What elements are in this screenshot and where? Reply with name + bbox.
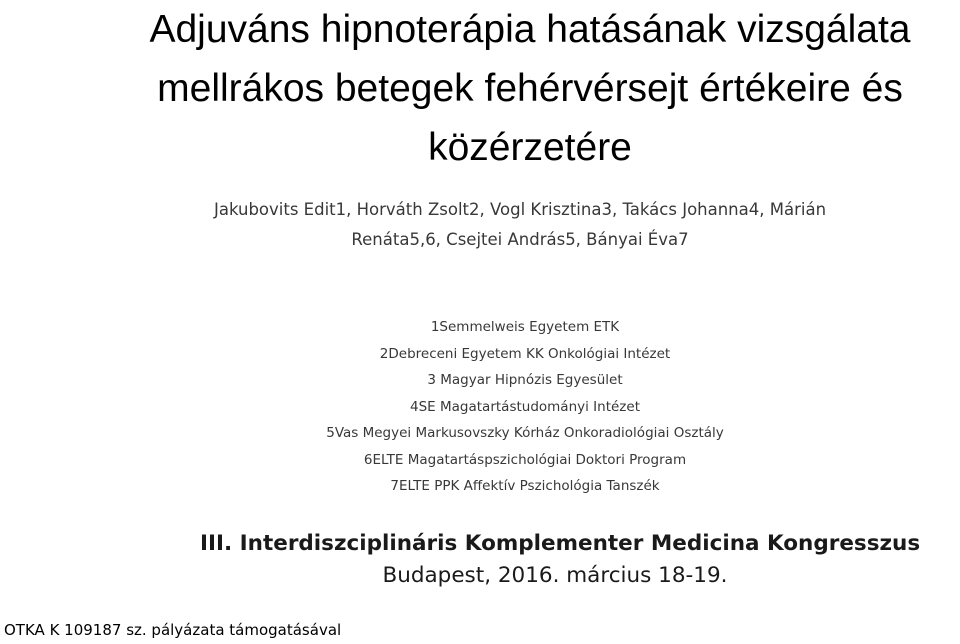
affiliation-item: 5Vas Megyei Markusovszky Kórház Onkoradiológiai Osztály [326,425,724,441]
affiliation-list [250,314,800,500]
affiliation-item: 6ELTE Magatartáspszichológiai Doktori Program [363,451,687,468]
affiliation-item: 2Debreceni Egyetem KK Onkológiai Intézet [379,345,671,362]
author-line: Jakubovits Edit1, Horváth Zsolt2, Vogl Krisztina3, Takács Johanna4, Márián [213,200,827,219]
congress-venue-date: Budapest, 2016. március 18-19. [382,563,728,588]
page-title: Adjuváns hipnoterápia hatásának vizsgálata mellrákos betegek fehérvérsejt értékeire és közérzetére [149,8,911,169]
affiliation-item: 1Semmelweis Egyetem ETK [430,319,620,335]
grant-note: OTKA K 109187 sz. pályázata támogatásával [4,621,342,639]
congress-name: III. Interdiszciplináris Komplementer Medicina Kongresszus [200,531,921,556]
affiliation-item: 3 Magyar Hipnózis Egyesület [427,372,623,388]
author-list [200,195,840,255]
affiliation-item: 4SE Magatartástudományi Intézet [410,398,640,415]
affiliation-item: 7ELTE PPK Affektív Pszichológia Tanszék [390,478,660,494]
author-line: Renáta5,6, Csejtei András5, Bányai Éva7 [351,230,689,249]
